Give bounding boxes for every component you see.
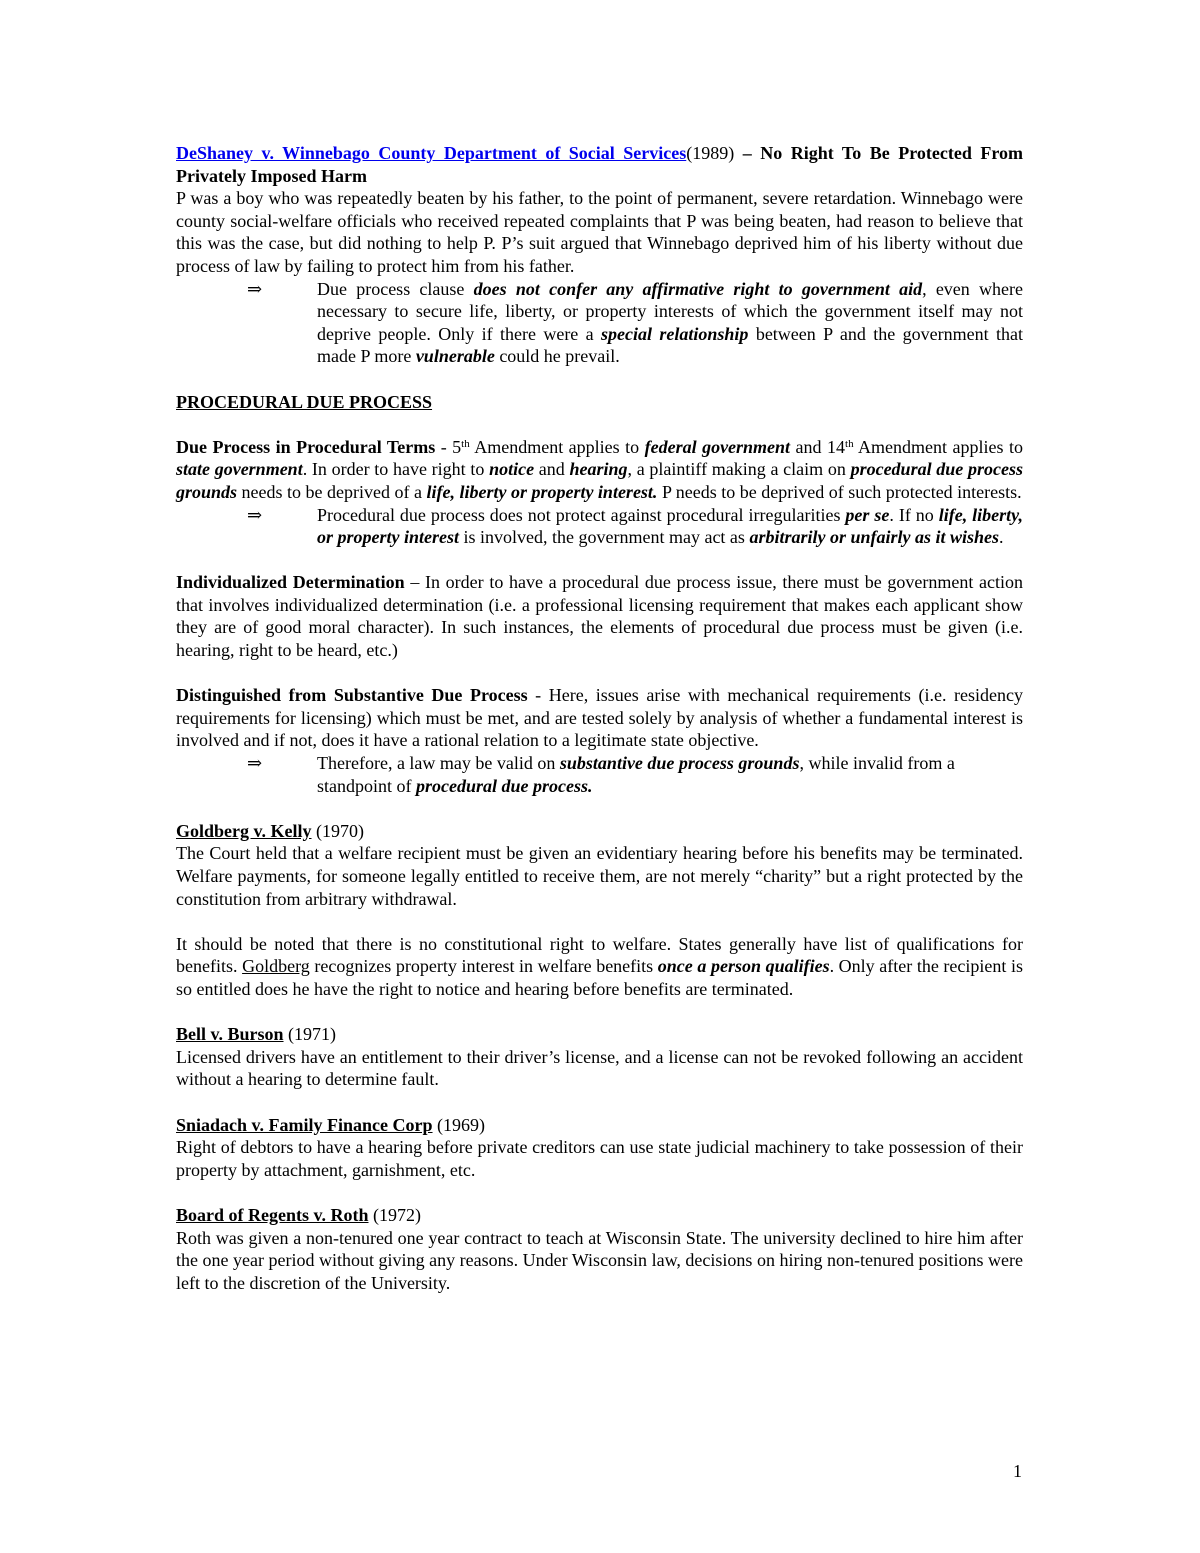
goldberg-case-name: Goldberg v. Kelly: [176, 820, 312, 841]
deshaney-title: No Right To Be Protected From Privately Imposed Harm: [176, 143, 1024, 186]
deshaney-heading: [176, 142, 1023, 187]
roth-heading: Board of Regents v. Roth (1972): [176, 1204, 421, 1225]
arrow-icon: ⇒: [247, 278, 263, 299]
arrow-icon: ⇒: [247, 504, 263, 525]
section-title: PROCEDURAL DUE PROCESS: [176, 391, 433, 412]
deshaney-year: (1989): [686, 143, 735, 163]
deshaney-bullet: [176, 278, 1023, 368]
distinguished-label: Distinguished from Substantive Due Process: [176, 685, 528, 706]
bell-case-name: Bell v. Burson: [176, 1024, 284, 1045]
deshaney-dash: –: [734, 143, 761, 163]
individualized-label: Individualized Determination: [176, 572, 405, 593]
arrow-icon: ⇒: [247, 753, 263, 774]
deshaney-case-link[interactable]: DeShaney v. Winnebago County Department of Social Services: [176, 143, 687, 163]
sniadach-heading: Sniadach v. Family Finance Corp (1969): [176, 1114, 486, 1135]
page-content: [176, 142, 1023, 1294]
goldberg-heading: Goldberg v. Kelly (1970): [176, 820, 365, 841]
procedural-terms-paragraph: Due Process in Procedural Terms - 5th Amendment applies to federal government and 14th Amendment applies to state government. In order to have right to notice and hearing, a plaintiff making a claim on procedural due process grounds needs to be deprived of a life, liberty or property interest. P needs to be deprived of such protected interests.: [176, 436, 1023, 502]
goldberg-text: The Court held that a welfare recipient must be given an evidentiary hearing before his benefits may be terminated. Welfare payments, for someone legally entitled to receive them, are not merely “charity” but a right protected by the constitution from arbitrary withdrawal.: [176, 843, 1023, 909]
distinguished-bullet-text: Therefore, a law may be valid on substantive due process grounds, while invalid from a standpoint of procedural due process.: [317, 753, 955, 796]
roth-text: Roth was given a non-tenured one year contract to teach at Wisconsin State. The university declined to hire him after the one year period without giving any reasons. Under Wisconsin law, decisions on hiring non-tenured positions were left to the discretion of the University.: [176, 1227, 1023, 1293]
distinguished-bullet: [176, 752, 1023, 797]
sniadach-case-name: Sniadach v. Family Finance Corp: [176, 1114, 433, 1135]
distinguished-paragraph: Distinguished from Substantive Due Process - Here, issues arise with mechanical requirements (i.e. residency requirements for licensing) which must be met, and are tested solely by analysis of whether a fundamental interest is involved and if not, does it have a rational relation to a legitimate state objective.: [176, 685, 1023, 751]
procedural-bullet-text: Procedural due process does not protect against procedural irregularities per se. If no life, liberty, or property interest is involved, the government may act as arbitrarily or unfairly as it wishes.: [317, 504, 1023, 548]
bell-text: Licensed drivers have an entitlement to their driver’s license, and a license can not be revoked following an accident without a hearing to determine fault.: [176, 1046, 1023, 1090]
deshaney-facts: P was a boy who was repeatedly beaten by his father, to the point of permanent, severe retardation. Winnebago were county social-welfare officials who received repeated complaints that P was being beaten, had reason to believe that this was the case, but did nothing to help P. P’s suit argued that Winnebago deprived him of his liberty without due process of law by failing to protect him from his father.: [176, 188, 1023, 276]
page-number: 1: [1013, 1461, 1022, 1481]
sniadach-text: Right of debtors to have a hearing before private creditors can use state judicial machinery to take possession of their property by attachment, garnishment, etc.: [176, 1137, 1023, 1180]
deshaney-bullet-text: Due process clause does not confer any affirmative right to government aid, even where necessary to secure life, liberty, or property interests of which the government itself may not deprive people. Only if there were a special relationship between P and the government that made P more vulnerable could he prevail.: [317, 278, 1023, 367]
goldberg-note: It should be noted that there is no constitutional right to welfare. States generally have list of qualifications for benefits. Goldberg recognizes property interest in welfare benefits once a person qualifies. Only after the recipient is so entitled does he have the right to notice and hearing before benefits are terminated.: [176, 933, 1023, 999]
bell-heading: Bell v. Burson (1971): [176, 1024, 337, 1045]
individualized-paragraph: Individualized Determination – In order to have a procedural due process issue, there must be government action that involves individualized determination (i.e. a professional licensing requirement that makes each applicant show they are of good moral character). In such instances, the elements of procedural due process must be given (i.e. hearing, right to be heard, etc.): [176, 572, 1024, 661]
procedural-bullet: [176, 504, 1023, 549]
roth-case-name: Board of Regents v. Roth: [176, 1204, 369, 1225]
procedural-terms-label: Due Process in Procedural Terms: [176, 436, 436, 457]
